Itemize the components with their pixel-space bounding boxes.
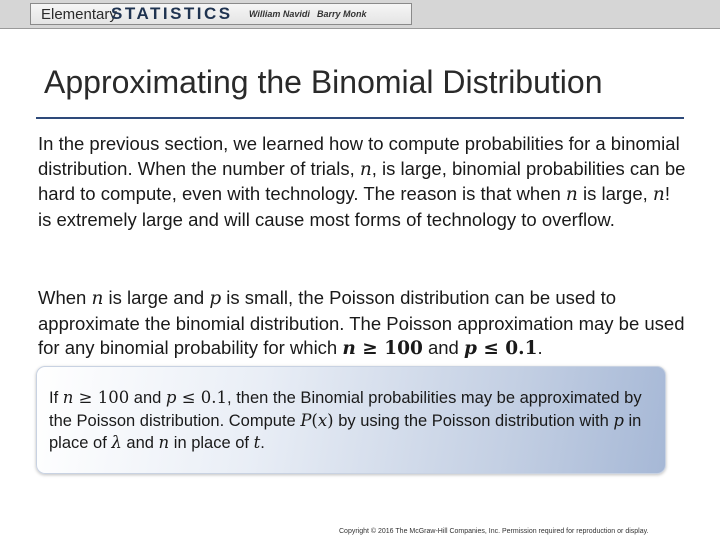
rule-text-2: and bbox=[129, 389, 166, 407]
header-banner bbox=[0, 0, 720, 29]
var-p: p bbox=[165, 388, 177, 407]
paren-close: ) bbox=[327, 410, 334, 430]
brand-elementary: Elementary bbox=[41, 6, 117, 23]
var-p: p bbox=[463, 338, 477, 359]
rule-text-6: and bbox=[121, 434, 159, 452]
condition-n-op: ≥ 100 bbox=[355, 338, 423, 359]
rule-text-1: If bbox=[49, 389, 63, 407]
paren-open: ( bbox=[311, 410, 318, 430]
intro-text-4: ! is extremely large and will cause most forms of technology to overflow. bbox=[38, 183, 670, 230]
rule-text bbox=[49, 387, 659, 455]
var-p: p bbox=[613, 410, 624, 430]
var-n: n bbox=[158, 433, 170, 452]
rule-condition-n bbox=[63, 388, 129, 407]
poisson-text-5: . bbox=[537, 337, 543, 358]
rule-text-3: , then the Binomial probabilities may be approximated by the Poisson distribution. Compute bbox=[49, 389, 642, 430]
rule-callout-box bbox=[36, 366, 666, 474]
brand-statistics: STATISTICS bbox=[111, 4, 233, 23]
poisson-text-4: and bbox=[422, 337, 464, 358]
var-n: n bbox=[652, 184, 665, 205]
poisson-paragraph bbox=[38, 286, 688, 362]
var-x: x bbox=[317, 410, 328, 430]
poisson-text-3: is small, the Poisson distribution can be used to approximate the binomial distribution. The Poisson approximation may be used for any binomial probability for which bbox=[38, 287, 685, 358]
rule-p-op: ≤ 0.1 bbox=[176, 388, 228, 407]
copyright-notice: Copyright © 2016 The McGraw-Hill Companies, Inc. Permission required for reproduction or display. bbox=[339, 528, 649, 535]
var-P: P bbox=[300, 410, 312, 430]
author-navidi: William Navidi bbox=[249, 9, 310, 19]
var-n: n bbox=[91, 288, 104, 309]
condition-n bbox=[342, 338, 422, 359]
var-n: n bbox=[342, 338, 356, 359]
var-n: n bbox=[62, 388, 74, 407]
condition-p bbox=[464, 338, 538, 359]
intro-paragraph bbox=[38, 132, 688, 232]
intro-text-3: is large, bbox=[577, 183, 653, 204]
intro-text-2: , is large, binomial probabilities can be hard to compute, even with technology. The reason is that when bbox=[38, 157, 686, 204]
rule-text-4: by using the Poisson distribution with bbox=[333, 411, 614, 430]
author-monk: Barry Monk bbox=[317, 9, 367, 19]
var-n: n bbox=[359, 158, 372, 180]
var-lambda: λ bbox=[111, 433, 122, 452]
rule-condition-p bbox=[166, 388, 227, 407]
book-title-panel bbox=[30, 3, 412, 25]
rule-text-5: in place of bbox=[49, 411, 642, 452]
slide-title: Approximating the Binomial Distribution bbox=[44, 64, 603, 100]
rule-n-op: ≥ 100 bbox=[73, 388, 130, 407]
intro-text-1: In the previous section, we learned how to compute probabilities for a binomial distribution. When the number of trials, bbox=[38, 133, 680, 179]
var-t: t bbox=[253, 433, 261, 452]
rule-text-8: . bbox=[260, 434, 265, 452]
var-n: n bbox=[565, 184, 578, 205]
poisson-text-1: When bbox=[38, 287, 92, 308]
condition-p-op: ≤ 0.1 bbox=[476, 338, 538, 359]
var-p: p bbox=[209, 288, 222, 309]
title-underline bbox=[36, 117, 684, 119]
poisson-text-2: is large and bbox=[103, 287, 210, 308]
rule-text-7: in place of bbox=[169, 434, 254, 452]
